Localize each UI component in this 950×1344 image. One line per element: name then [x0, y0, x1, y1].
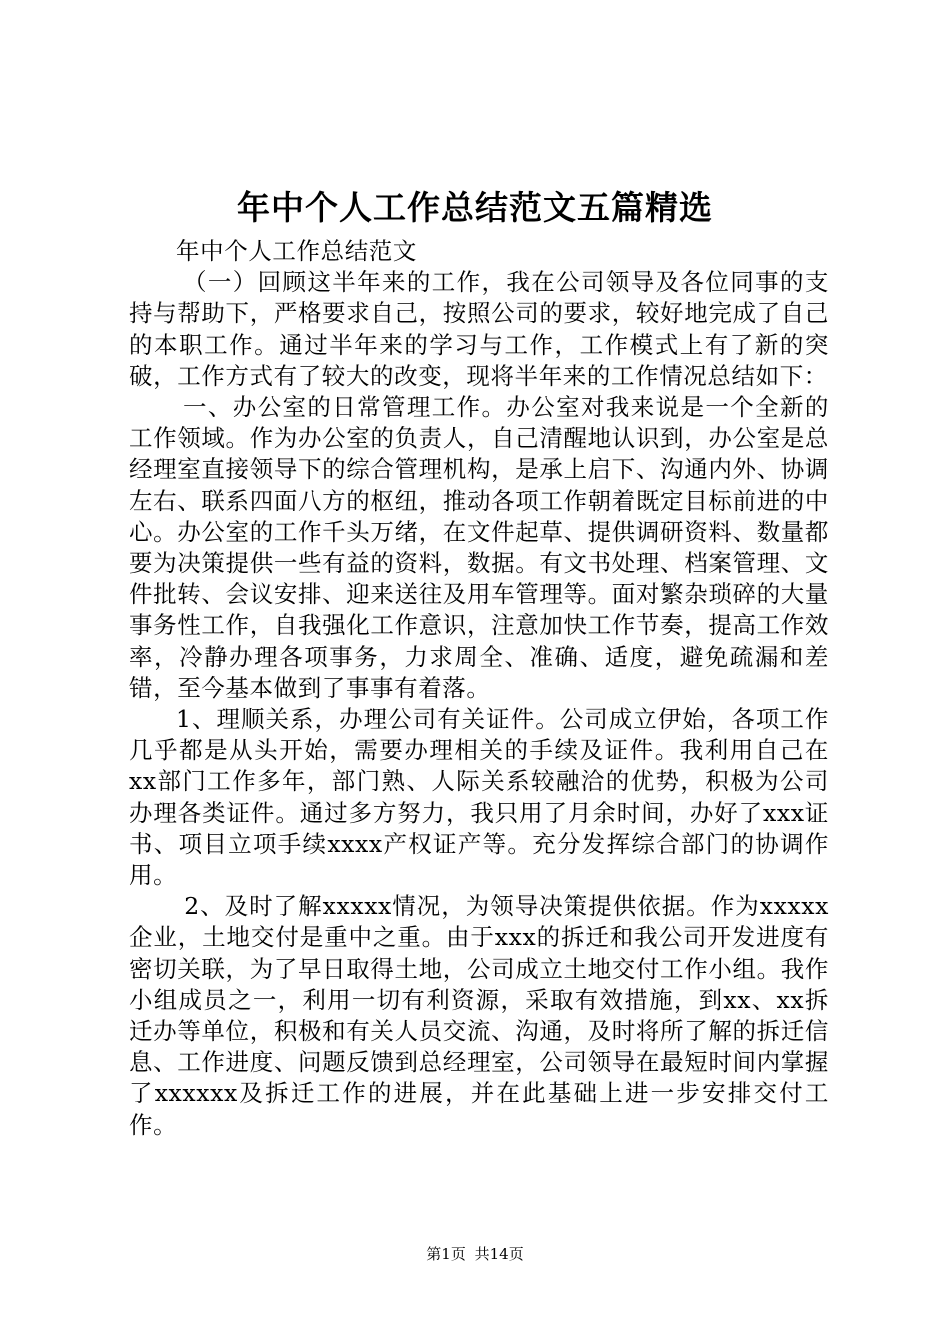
section-subtitle: 年中个人工作总结范文 — [176, 237, 417, 265]
paragraph-office-management: 一、办公室的日常管理工作。办公室对我来说是一个全新的工作领域。作为办公室的负责人，自己清醒地认识到，办公室是总经理室直接领导下的综合管理机构，是承上启下、沟通内外、协调左右、联系四面八方的枢纽，推动各项工作朝着既定目标前进的中心。办公室的工作千头万绪，在文件起草、提供调研资料、数量都要为决策提供一些有益的资料，数据。有文书处理、档案管理、文件批转、会议安排、迎来送往及用车管理等。面对繁杂琐碎的大量事务性工作，自我强化工作意识，注意加快工作节奏，提高工作效率，冷静办理各项事务，力求周全、准确、适度，避免疏漏和差错，至今基本做到了事事有着落。 — [129, 393, 829, 702]
paragraph-intro: （一）回顾这半年来的工作，我在公司领导及各位同事的支持与帮助下，严格要求自己，按照公司的要求，较好地完成了自己的本职工作。通过半年来的学习与工作，工作模式上有了新的突破，工作方式有了较大的改变，现将半年来的工作情况总结如下： — [129, 268, 829, 390]
page-footer — [0, 1242, 950, 1266]
page-number: 第1页 — [426, 1245, 466, 1263]
page-total: 共14页 — [474, 1245, 524, 1263]
paragraph-item-1: 1、理顺关系，办理公司有关证件。公司成立伊始，各项工作几乎都是从头开始，需要办理相关的手续及证件。我利用自己在xx部门工作多年，部门熟、人际关系较融洽的优势，积极为公司办理各类证件。通过多方努力，我只用了月余时间，办好了xxx证书、项目立项手续xxxx产权证产等。充分发挥综合部门的协调作用。 — [129, 705, 829, 890]
paragraph-item-2: 2、及时了解xxxxx情况，为领导决策提供依据。作为xxxxx企业，土地交付是重中之重。由于xxx的拆迁和我公司开发进度有密切关联，为了早日取得土地，公司成立土地交付工作小组。我作小组成员之一，利用一切有利资源，采取有效措施，到xx、xx拆迁办等单位，积极和有关人员交流、沟通，及时将所了解的拆迁信息、工作进度、问题反馈到总经理室，公司领导在最短时间内掌握了xxxxxx及拆迁工作的进展，并在此基础上进一步安排交付工作。 — [129, 892, 829, 1139]
document-title: 年中个人工作总结范文五篇精选 — [237, 188, 713, 227]
document-body — [129, 236, 829, 1141]
